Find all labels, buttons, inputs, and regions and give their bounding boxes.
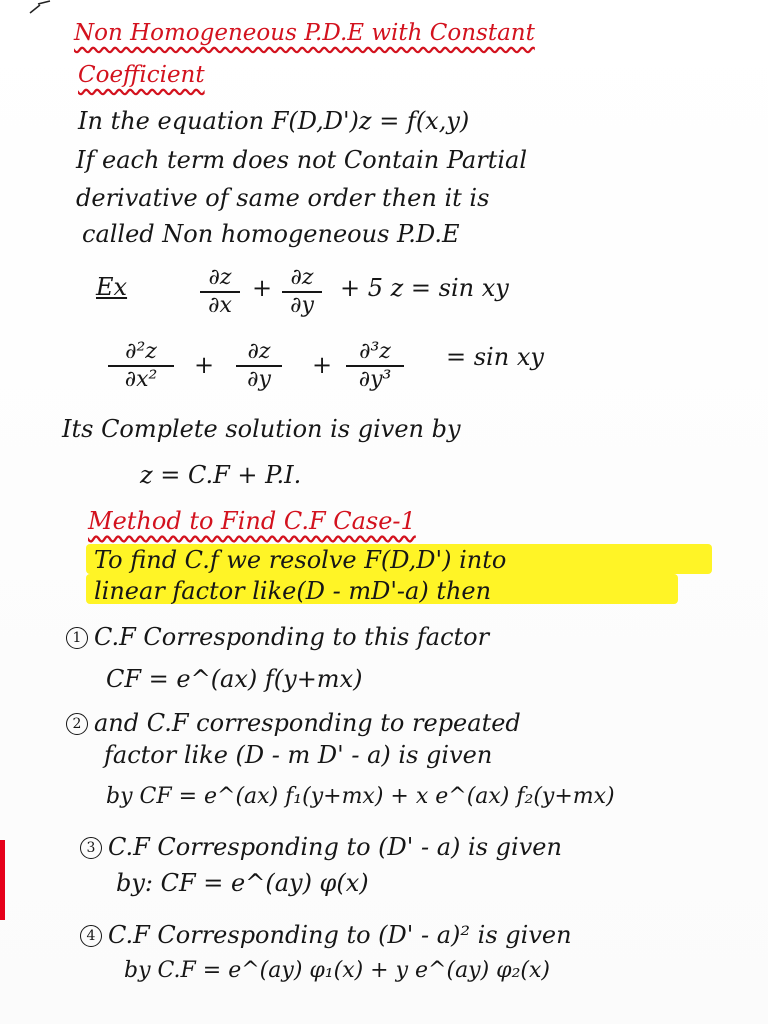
case2-line2: factor like (D - m D' - a) is given: [104, 741, 493, 769]
case-number-badge: 3: [80, 837, 102, 859]
page-title-line2: Coefficient: [78, 62, 205, 88]
fraction-numerator: ∂²z: [125, 339, 157, 364]
example-label: Ex: [96, 273, 128, 301]
fraction-numerator: ∂z: [290, 265, 314, 290]
method-title: Method to Find C.F Case-1: [88, 507, 416, 535]
case1-text: C.F Corresponding to this factor: [94, 623, 490, 651]
plus-sign: +: [194, 351, 215, 379]
case-number-badge: 2: [66, 713, 88, 735]
fraction-numerator: ∂³z: [359, 339, 391, 364]
case4-line1: [80, 920, 572, 950]
page-title-line1: Non Homogeneous P.D.E with Constant: [74, 20, 535, 46]
intro-line1: In the equation F(D,D')z = f(x,y): [78, 107, 470, 135]
fraction-denominator: ∂x: [208, 293, 232, 318]
method-line1: To find C.f we resolve F(D,D') into: [94, 546, 507, 574]
solution-formula: z = C.F + P.I.: [140, 461, 302, 489]
case-number-badge: 1: [66, 627, 88, 649]
example2-fraction3: [346, 340, 404, 392]
method-line2: linear factor like(D - mD'-a) then: [94, 577, 492, 605]
fraction-denominator: ∂y: [247, 367, 271, 392]
example2-fraction2: [236, 340, 282, 392]
case4-text: C.F Corresponding to (D' - a)² is given: [108, 921, 572, 949]
case1-line2: CF = e^(ax) f(y+mx): [106, 665, 363, 693]
case3-line2: by: CF = e^(ay) φ(x): [116, 869, 369, 897]
case2-line3: by CF = e^(ax) f₁(y+mx) + x e^(ax) f₂(y+mx): [106, 784, 615, 809]
example2-rhs: = sin xy: [446, 343, 544, 371]
plus-sign: +: [312, 351, 333, 379]
case1-line1: [66, 622, 489, 652]
intro-line4: called Non homogeneous P.D.E: [82, 220, 460, 248]
case3-text: C.F Corresponding to (D' - a) is given: [108, 833, 562, 861]
red-edge-bar: [0, 840, 5, 920]
example1-fraction2: [282, 266, 322, 318]
plus-sign: +: [252, 274, 273, 302]
case3-line1: [80, 832, 562, 862]
case-number-badge: 4: [80, 925, 102, 947]
solution-line: Its Complete solution is given by: [62, 415, 461, 443]
fraction-numerator: ∂z: [208, 265, 232, 290]
pen-mark: [28, 0, 52, 14]
fraction-denominator: ∂x²: [124, 367, 158, 392]
example2-fraction1: [108, 340, 174, 392]
fraction-denominator: ∂y: [290, 293, 314, 318]
case4-line2: by C.F = e^(ay) φ₁(x) + y e^(ay) φ₂(x): [124, 958, 550, 983]
fraction-denominator: ∂y³: [358, 367, 392, 392]
intro-line3: derivative of same order then it is: [76, 184, 490, 212]
example1-rest: + 5 z = sin xy: [340, 274, 509, 302]
example1-fraction1: [200, 266, 240, 318]
fraction-numerator: ∂z: [247, 339, 271, 364]
intro-line2: If each term does not Contain Partial: [76, 146, 528, 174]
case2-text: and C.F corresponding to repeated: [94, 709, 521, 737]
case2-line1: [66, 708, 521, 738]
